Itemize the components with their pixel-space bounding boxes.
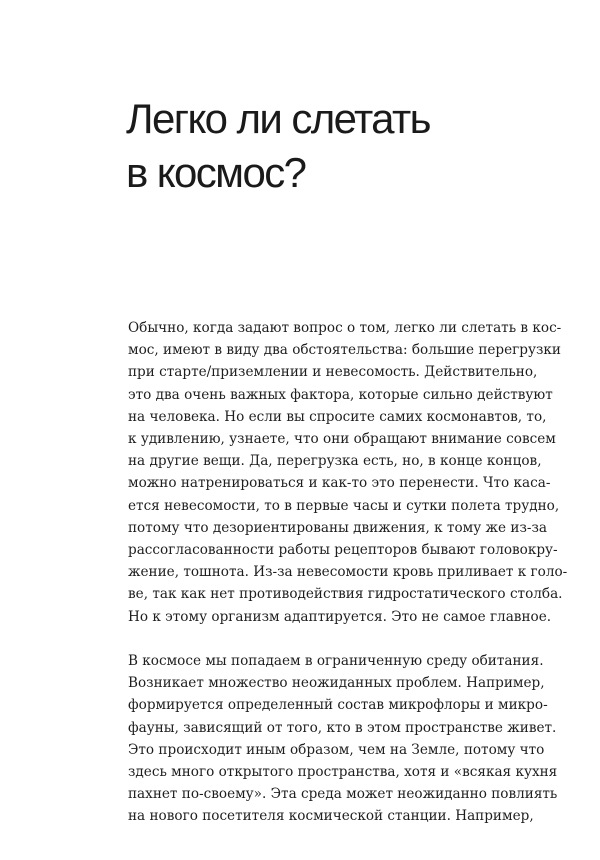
text-line: при старте/приземлении и невесомость. Действительно, <box>128 364 538 381</box>
chapter-title-line-1: Легко ли слетать <box>126 95 430 142</box>
text-line: формируется определенный состав микрофлоры и микро- <box>128 697 548 714</box>
paragraph-1 <box>128 317 568 628</box>
chapter-title-line-2: в космос? <box>126 149 306 196</box>
text-line: рассогласованности работы рецепторов бывают головокру- <box>128 542 558 559</box>
text-line: можно натренироваться и как-то это перенести. Что каса- <box>128 475 551 492</box>
text-line: фауны, зависящий от того, кто в этом пространстве живет. <box>128 719 557 736</box>
text-line: В космосе мы попадаем в ограниченную среду обитания. <box>128 653 544 670</box>
text-line: на человека. Но если вы спросите самих космонавтов, то, <box>128 408 547 425</box>
text-line: на другие вещи. Да, перегрузка есть, но, в конце концов, <box>128 453 542 470</box>
text-line: Но к этому организм адаптируется. Это не самое главное. <box>128 608 552 625</box>
text-line: жение, тошнота. Из-за невесомости кровь приливает к голо- <box>128 564 568 581</box>
text-line: ется невесомости, то в первые часы и сутки полета трудно, <box>128 497 560 514</box>
text-line: потому что дезориентированы движения, к тому же из-за <box>128 519 548 536</box>
text-line: мос, имеют в виду два обстоятельства: большие перегрузки <box>128 342 561 359</box>
paragraph-2 <box>128 650 558 828</box>
text-line: это два очень важных фактора, которые сильно действуют <box>128 386 553 403</box>
text-line: Возникает множество неожиданных проблем. Например, <box>128 675 545 692</box>
text-line: здесь много открытого пространства, хотя и «всякая кухня <box>128 764 558 781</box>
body-text <box>128 317 568 850</box>
text-line: Обычно, когда задают вопрос о том, легко ли слетать в кос- <box>128 320 562 336</box>
text-line: пахнет по-своему». Эта среда может неожиданно повлиять <box>128 786 558 803</box>
text-line: на нового посетителя космической станции. Например, <box>128 808 534 825</box>
text-line: Это происходит иным образом, чем на Земле, потому что <box>128 741 545 758</box>
chapter-title <box>126 92 566 200</box>
text-line: к удивлению, узнаете, что они обращают внимание совсем <box>128 431 556 448</box>
text-line: ве, так как нет противодействия гидростатического столба. <box>128 586 563 603</box>
